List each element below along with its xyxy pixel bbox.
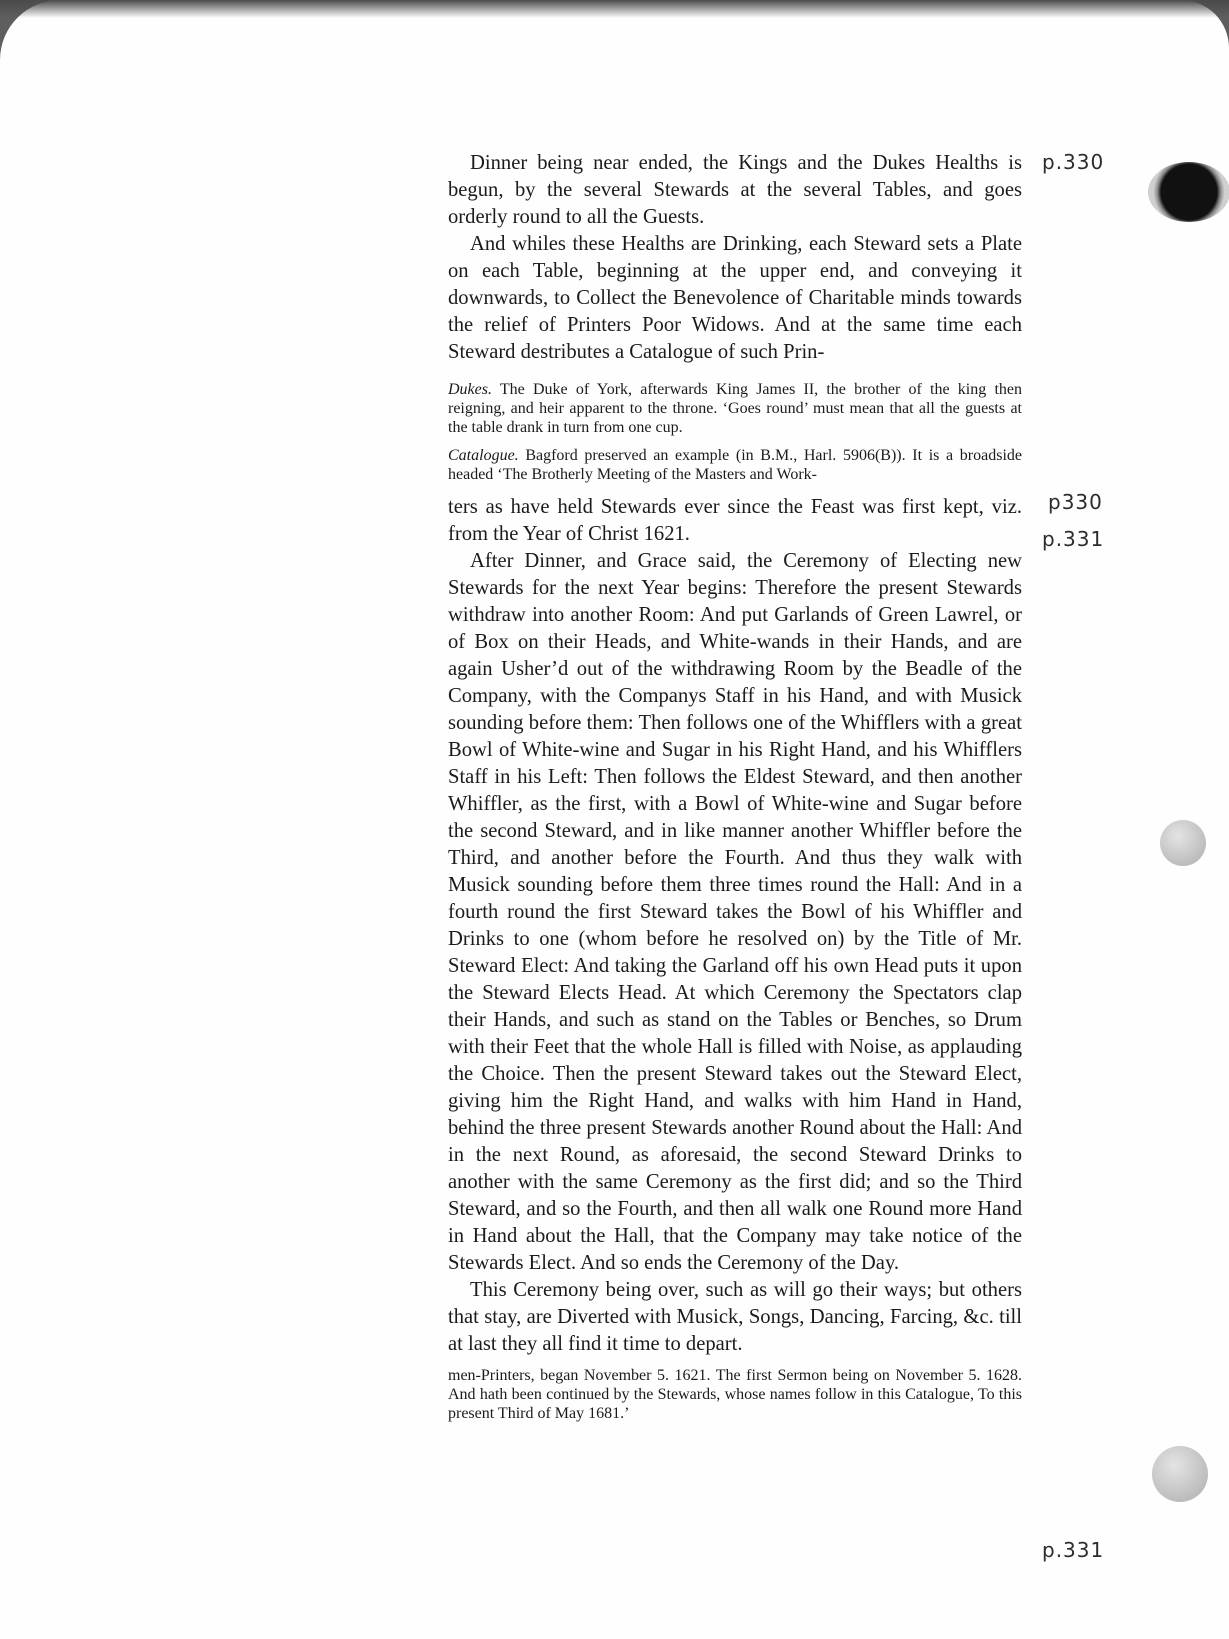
paragraph-after: This Ceremony being over, such as will go their ways; but others that stay, are Diverted with Musick, Songs, Dancing, Farcing, &c. till at last they all find it time to depart.: [448, 1279, 1022, 1355]
margin-note: p.331: [1042, 1538, 1105, 1562]
footnote-text: The Duke of York, afterwards King James II, the brother of the king then reigning, and heir apparent to the throne. ‘Goes round’ must mean that all the guests at the table drank in turn from one cup.: [448, 381, 1022, 436]
binder-hole-top: [1148, 162, 1229, 222]
paragraph-ceremony: After Dinner, and Grace said, the Ceremony of Electing new Stewards for the next Year begins: Therefore the present Stewards withdraw into another Room: And put Garlands of Green Lawrel, or of Box on their Heads, and White-wands in their Hands, and are again Usher’d out of the withdrawing Room by the Beadle of the Company, with the Companys Staff in his Hand, and with Musick sounding before them: Then follows one of the Whifflers with a great Bowl of White-wine and Sugar in his Right Hand, and his Whifflers Staff in his Left: Then follows the Eldest Steward, and then another Whiffler, as the first, with a Bowl of White-wine and Sugar before the second Steward, and in like manner another Whiffler before the Third, and another before the Fourth. And thus they walk with Musick sounding before them three times round the Hall: And in a fourth round the first Steward takes the Bowl of his Whiffler and Drinks to one (whom before he resolved on) by the Title of Mr. Steward Elect: And taking the Garland off his own Head puts it upon the Steward Elects Head. At which Ceremony the Spectators clap their Hands, and such as stand on the Tables or Benches, so Drum with their Feet that the whole Hall is filled with Noise, as applauding the Choice. Then the present Steward takes out the Steward Elect, giving him the Right Hand, and walks with him Hand in Hand, behind the three present Stewards another Round about the Hall: And in the next Round, as aforesaid, the second Steward Drinks to another with the same Ceremony as the first did; and so the Third Steward, and so the Fourth, and then all walk one Round more Hand in Hand about the Hall, that the Company may take notice of the Stewards Elect. And so ends the Ceremony of the Day.: [448, 550, 1022, 1274]
margin-note: p330: [1048, 490, 1103, 514]
footnote-continued: men-Printers, began November 5. 1621. The first Sermon being on November 5. 1628. And hath been continued by the Stewards, whose names follow in this Catalogue, To this present Third of May 1681.’: [448, 1367, 1022, 1422]
footnote-text: Bagford preserved an example (in B.M., Harl. 5906(B)). It is a broadside headed ‘The Brotherly Meeting of the Masters and Work-: [448, 447, 1022, 483]
margin-note: p.330: [1042, 150, 1105, 174]
binder-hole-middle: [1160, 820, 1206, 866]
paragraph-healths: And whiles these Healths are Drinking, each Steward sets a Plate on each Table, beginning at the upper end, and conveying it downwards, to Collect the Benevolence of Charitable minds towards the relief of Printers Poor Widows. And at the same time each Steward destributes a Catalogue of such Prin-: [448, 233, 1022, 363]
paragraph-continued: ters as have held Stewards ever since the Feast was first kept, viz. from the Year of Christ 1621.: [448, 496, 1022, 545]
page-edge-shadow: [0, 0, 1229, 18]
binder-hole-bottom: [1152, 1446, 1208, 1502]
footnote-dukes: [448, 380, 1022, 437]
footnote-term: Catalogue.: [448, 447, 519, 464]
margin-note: p.331: [1042, 527, 1105, 551]
page-text: [448, 150, 1022, 1423]
paragraph-dinner: Dinner being near ended, the Kings and the Dukes Healths is begun, by the several Stewards at the several Tables, and goes orderly round to all the Guests.: [448, 152, 1022, 228]
footnote-catalogue: [448, 446, 1022, 484]
footnote-term: Dukes.: [448, 381, 492, 398]
